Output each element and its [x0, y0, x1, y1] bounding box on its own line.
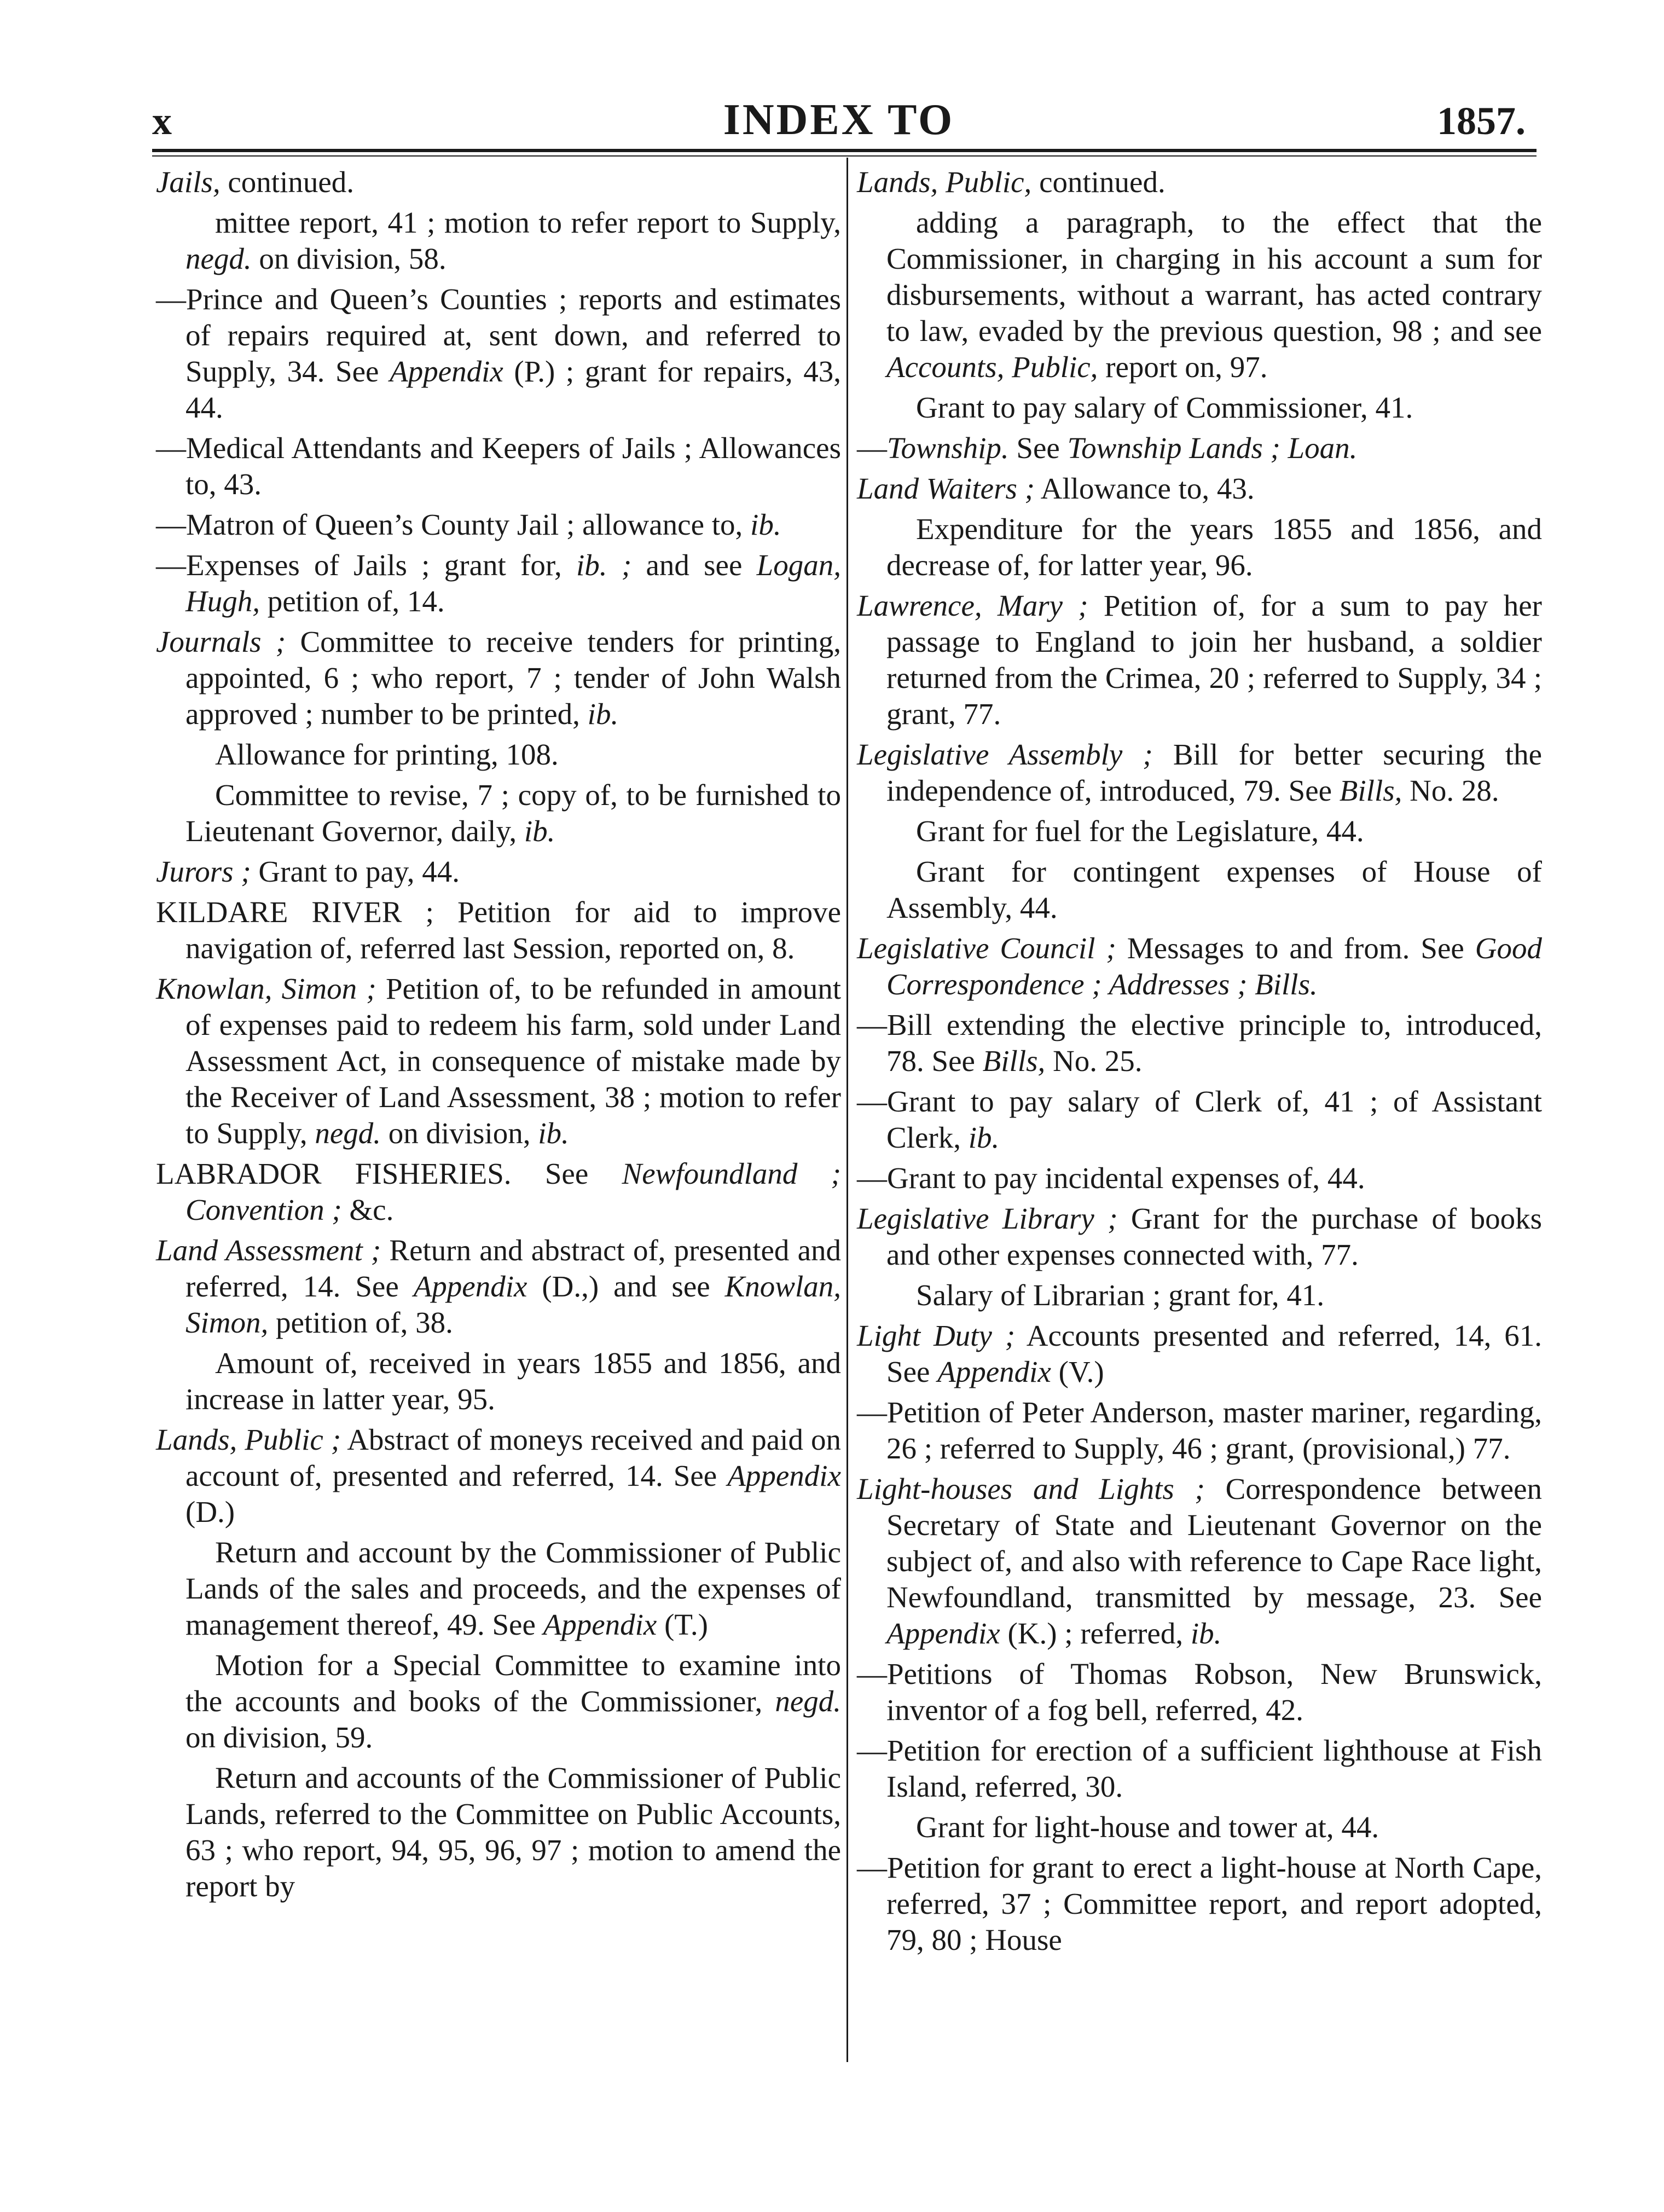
- index-entry: [857, 1160, 1542, 1196]
- entry-text: —Grant to pay incidental expenses of, 44.: [857, 1161, 1365, 1195]
- header-rule: [152, 149, 1537, 152]
- index-subentry: [857, 205, 1542, 385]
- entry-text: Petition of, for a sum to pay her passage to England to join her husband, a soldier returned from the Crimea, 20 ; referred to Supply, 34 ; grant, 77.: [886, 589, 1542, 731]
- index-entry: [857, 1850, 1542, 1958]
- entry-italic-text: negd.: [775, 1684, 841, 1718]
- index-entry: [156, 281, 841, 426]
- index-subentry: [156, 1345, 841, 1417]
- index-entry: [857, 930, 1542, 1003]
- index-subentry: [156, 1534, 841, 1643]
- entry-text: LABRADOR FISHERIES. See: [156, 1157, 622, 1190]
- entry-italic-text: Township Lands ; Loan.: [1067, 431, 1358, 465]
- entry-text: (D.,) and see: [527, 1270, 725, 1303]
- entry-italic-text: Bills,: [1339, 774, 1402, 807]
- entry-text: and see: [631, 548, 757, 582]
- index-subentry: [857, 1809, 1542, 1845]
- entry-text: (P.) ; grant for repairs, 43, 44.: [185, 355, 841, 424]
- index-subentry: [857, 854, 1542, 926]
- entry-italic-text: Lands, Public ;: [156, 1423, 341, 1456]
- index-entry: [156, 547, 841, 619]
- entry-text: —Matron of Queen’s County Jail ; allowance to,: [156, 508, 751, 541]
- entry-text: continued.: [220, 165, 355, 199]
- entry-text: (D.): [185, 1495, 235, 1528]
- entry-text: petition of, 38.: [268, 1306, 453, 1339]
- index-subentry: [156, 737, 841, 773]
- entry-italic-text: Journals ;: [156, 625, 286, 658]
- index-entry: [156, 854, 841, 890]
- index-subentry: [156, 1647, 841, 1756]
- entry-italic-text: negd.: [185, 242, 252, 275]
- entry-italic-text: Land Waiters ;: [857, 472, 1035, 505]
- entry-text: (K.) ; referred,: [1000, 1617, 1191, 1650]
- entry-text: Grant to pay, 44.: [251, 855, 460, 888]
- index-entry: [857, 1394, 1542, 1467]
- entry-italic-text: Logan, Hugh,: [185, 548, 841, 618]
- index-entry: [156, 430, 841, 502]
- index-entry: [857, 588, 1542, 732]
- entry-text: Messages to and from. See: [1116, 931, 1475, 965]
- entry-text: Expenditure for the years 1855 and 1856, and decrease of, for latter year, 96.: [886, 512, 1542, 582]
- entry-italic-text: ib.: [524, 814, 555, 848]
- entry-text: Grant for light-house and tower at, 44.: [916, 1810, 1379, 1844]
- index-entry: [156, 971, 841, 1151]
- entry-italic-text: ib.: [538, 1116, 569, 1150]
- entry-italic-text: Appendix: [886, 1617, 1000, 1650]
- index-subentry: [156, 777, 841, 849]
- entry-text: —Expenses of Jails ; grant for,: [156, 548, 577, 582]
- index-subentry: [156, 205, 841, 277]
- entry-text: Accounts presented and referred, 14, 61. See: [886, 1319, 1542, 1388]
- index-entry: [156, 624, 841, 732]
- entry-text: (V.): [1051, 1355, 1104, 1388]
- right-column: [857, 164, 1542, 1962]
- entry-text: Return and account by the Commissioner of Public Lands of the sales and proceeds, and the expenses of management thereof, 49. See: [185, 1536, 841, 1641]
- entry-italic-text: ib. ;: [576, 548, 632, 582]
- entry-italic-text: Appendix: [413, 1270, 527, 1303]
- index-subentry: [857, 390, 1542, 426]
- left-column: [156, 164, 841, 1909]
- index-subentry: [156, 1760, 841, 1904]
- entry-italic-text: Bills,: [982, 1044, 1046, 1078]
- entry-text: Allowance for printing, 108.: [215, 738, 559, 771]
- index-entry: [857, 1471, 1542, 1652]
- index-subentry: [857, 511, 1542, 583]
- index-entry: [857, 1733, 1542, 1805]
- entry-text: Committee to revise, 7 ; copy of, to be furnished to Lieutenant Governor, daily,: [185, 778, 841, 848]
- index-entry: [156, 1156, 841, 1228]
- entry-text: (T.): [657, 1608, 708, 1641]
- index-entry: [857, 471, 1542, 507]
- index-entry: [857, 1007, 1542, 1079]
- entry-text: Grant for the purchase of books and other expenses connected with, 77.: [886, 1202, 1542, 1271]
- entry-italic-text: Legislative Library ;: [857, 1202, 1118, 1235]
- entry-text: on division,: [381, 1116, 538, 1150]
- entry-italic-text: ib.: [750, 508, 781, 541]
- entry-text: adding a paragraph, to the effect that the Commissioner, in charging in his account a sum for disbursements, without a warrant, has acted contrary to law, evaded by the previous question, 98 ; and see: [886, 206, 1542, 348]
- entry-text: —Petitions of Thomas Robson, New Brunswick, inventor of a fog bell, referred, 42.: [857, 1657, 1542, 1727]
- entry-text: —Petition for grant to erect a light-house at North Cape, referred, 37 ; Committee report, and report adopted, 79, 80 ; House: [857, 1851, 1542, 1956]
- entry-italic-text: Light-houses and Lights ;: [857, 1472, 1205, 1505]
- entry-text: &c.: [341, 1193, 394, 1226]
- entry-text: See: [1008, 431, 1068, 465]
- entry-text: —Grant to pay salary of Clerk of, 41 ; of Assistant Clerk,: [857, 1085, 1542, 1154]
- entry-italic-text: Legislative Assembly ;: [857, 738, 1153, 771]
- index-entry: [857, 1318, 1542, 1390]
- entry-text: No. 28.: [1402, 774, 1499, 807]
- entry-text: Grant for contingent expenses of House of Assembly, 44.: [886, 855, 1542, 924]
- entry-italic-text: ib.: [968, 1121, 1000, 1154]
- entry-text: Return and abstract of, presented and referred, 14. See: [185, 1234, 841, 1303]
- entry-text: Abstract of moneys received and paid on account of, presented and referred, 14. See: [185, 1423, 841, 1492]
- entry-text: on division, 58.: [251, 242, 447, 275]
- index-entry: [857, 430, 1542, 466]
- index-entry: [156, 164, 841, 200]
- entry-italic-text: Knowlan, Simon,: [185, 1270, 841, 1339]
- entry-text: Motion for a Special Committee to examine into the accounts and books of the Commissioner,: [185, 1648, 841, 1718]
- index-entry: [857, 1084, 1542, 1156]
- entry-text: Petition of, to be refunded in amount of expenses paid to redeem his farm, sold under Land Assessment Act, in consequence of mistake made by the Receiver of Land Assessment, 38 ; motion to refer to Supply,: [185, 972, 841, 1150]
- column-divider: [847, 158, 848, 2062]
- index-subentry: [857, 813, 1542, 849]
- entry-text: Committee to receive tenders for printing, appointed, 6 ; who report, 7 ; tender of John Walsh approved ; number to be printed,: [185, 625, 841, 731]
- entry-text: report on, 97.: [1098, 350, 1268, 384]
- entry-italic-text: Accounts, Public,: [886, 350, 1098, 384]
- index-entry: [857, 1201, 1542, 1273]
- entry-text: Return and accounts of the Commissioner of Public Lands, referred to the Committee on Public Accounts, 63 ; who report, 94, 95, 96, 97 ; motion to amend the report by: [185, 1761, 841, 1903]
- entry-text: Correspondence between Secretary of State and Lieutenant Governor on the subject of, and also with reference to Cape Race light, Newfoundland, transmitted by message, 23. See: [886, 1472, 1542, 1614]
- entry-text: Bill for better securing the independence of, introduced, 79. See: [886, 738, 1542, 807]
- entry-italic-text: Light Duty ;: [857, 1319, 1016, 1352]
- entry-italic-text: Good Correspondence ; Addresses ; Bills.: [886, 931, 1542, 1001]
- entry-text: —Petition of Peter Anderson, master mariner, regarding, 26 ; referred to Supply, 46 ; grant, (provisional,) 77.: [857, 1395, 1542, 1465]
- entry-italic-text: Newfoundland ; Convention ;: [185, 1157, 841, 1226]
- entry-text: Allowance to, 43.: [1034, 472, 1255, 505]
- index-entry: [857, 737, 1542, 809]
- index-entry: [156, 507, 841, 543]
- index-entry: [156, 894, 841, 966]
- entry-text: —Bill extending the elective principle to, introduced, 78. See: [857, 1008, 1542, 1078]
- entry-italic-text: Appendix: [727, 1459, 841, 1492]
- entry-italic-text: negd.: [315, 1116, 381, 1150]
- entry-text: No. 25.: [1045, 1044, 1143, 1078]
- index-entry: [156, 1422, 841, 1530]
- entry-text: Grant for fuel for the Legislature, 44.: [916, 814, 1364, 848]
- entry-italic-text: Knowlan, Simon ;: [156, 972, 376, 1005]
- entry-italic-text: Lands, Public,: [857, 165, 1032, 199]
- page-number: x: [152, 99, 172, 143]
- entry-italic-text: Legislative Council ;: [857, 931, 1116, 965]
- entry-text: Amount of, received in years 1855 and 1856, and increase in latter year, 95.: [185, 1346, 841, 1416]
- entry-text: on division, 59.: [185, 1721, 373, 1754]
- entry-italic-text: Jails,: [156, 165, 221, 199]
- header-rule-thin: [152, 155, 1537, 157]
- index-entry: [857, 1656, 1542, 1728]
- entry-text: —Petition for erection of a sufficient lighthouse at Fish Island, referred, 30.: [857, 1734, 1542, 1803]
- entry-text: continued.: [1031, 165, 1166, 199]
- entry-text: —Medical Attendants and Keepers of Jails ; Allowances to, 43.: [156, 431, 841, 501]
- running-title: INDEX TO: [723, 96, 955, 144]
- entry-text: KILDARE RIVER ; Petition for aid to improve navigation of, referred last Session, reported on, 8.: [156, 895, 841, 965]
- index-entry: [857, 164, 1542, 200]
- page-year: 1857.: [1437, 99, 1526, 143]
- entry-italic-text: Jurors ;: [156, 855, 251, 888]
- entry-text: mittee report, 41 ; motion to refer report to Supply,: [215, 206, 841, 239]
- entry-italic-text: Township.: [887, 431, 1009, 465]
- entry-italic-text: Lawrence, Mary ;: [857, 589, 1088, 622]
- entry-italic-text: ib.: [587, 697, 619, 731]
- index-entry: [156, 1232, 841, 1341]
- entry-italic-text: Appendix: [390, 355, 503, 388]
- entry-italic-text: Land Assessment ;: [156, 1234, 381, 1267]
- entry-italic-text: Appendix: [543, 1608, 657, 1641]
- page-header: [152, 82, 1526, 148]
- entry-text: —: [857, 431, 887, 465]
- entry-text: Grant to pay salary of Commissioner, 41.: [916, 391, 1413, 424]
- entry-text: Salary of Librarian ; grant for, 41.: [916, 1278, 1325, 1312]
- entry-italic-text: ib.: [1190, 1617, 1222, 1650]
- index-subentry: [857, 1277, 1542, 1313]
- entry-italic-text: Appendix: [937, 1355, 1051, 1388]
- entry-text: petition of, 14.: [259, 584, 445, 618]
- entry-text: —Prince and Queen’s Counties ; reports and estimates of repairs required at, sent down, and referred to Supply, 34. See: [156, 282, 841, 388]
